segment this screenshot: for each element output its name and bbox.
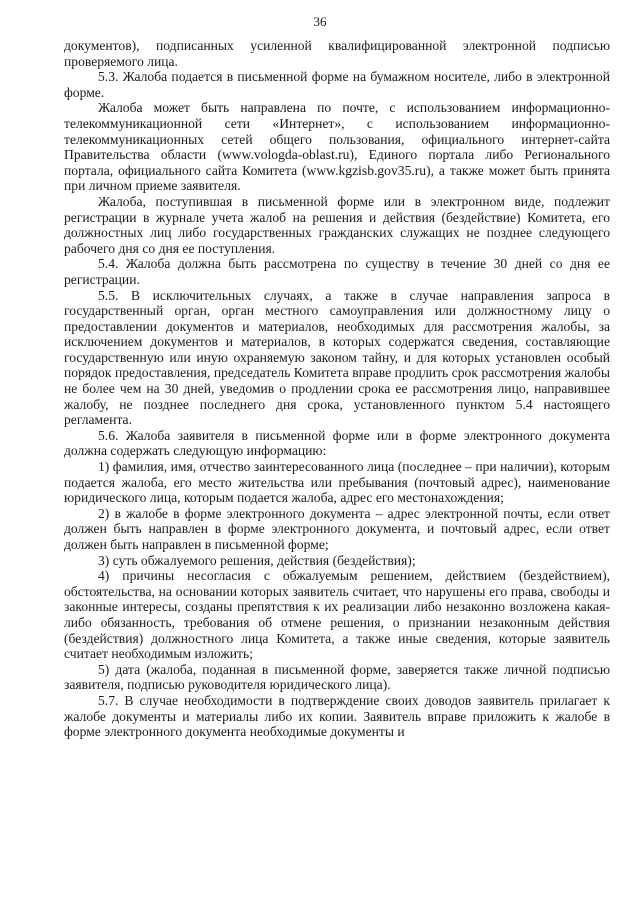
paragraph-5-3: 5.3. Жалоба подается в письменной форме на бумажном носителе, либо в электронной форме.: [64, 69, 610, 100]
list-item-1: 1) фамилия, имя, отчество заинтересованного лица (последнее – при наличии), которым подается жалоба, его место жительства или пребывания (почтовый адрес), наименование юридического лица, которым подается жалоба, адрес его местонахождения;: [64, 459, 610, 506]
list-item-3: 3) суть обжалуемого решения, действия (бездействия);: [98, 552, 416, 568]
paragraph-5-7: 5.7. В случае необходимости в подтверждение своих доводов заявитель прилагает к жалобе документы и материалы либо их копии. Заявитель вправе приложить к жалобе в форме электронного документа необходимые документы и: [64, 692, 610, 740]
paragraph-continuation: документов), подписанных усиленной квалифицированной электронной подписью проверяемого лица.: [64, 38, 610, 69]
paragraph-5-6: 5.6. Жалоба заявителя в письменной форме или в форме электронного документа должна содержать следующую информацию:: [64, 427, 610, 459]
list-item-5: 5) дата (жалоба, поданная в письменной форме, заверяется также личной подписью заявителя, подписью руководителя юридического лица).: [64, 661, 610, 693]
list-item-4: 4) причины несогласия с обжалуемым решением, действием (бездействием), обстоятельства, на основании которых заявитель считает, что нарушены его права, свободы и законные интересы, созданы препятствия к их реализации либо незаконно возложена какая-либо обязанность, требования об отмене решения, о признании незаконным действия (бездействия) должностного лица Комитета, а также иные сведения, которые заявитель считает необходимым изложить;: [64, 568, 610, 662]
list-item-2: 2) в жалобе в форме электронного документа – адрес электронной почты, если ответ должен быть направлен в форме электронного документа, и почтовый адрес, если ответ должен быть направлен в письменной форме;: [64, 505, 610, 552]
page-number: 36: [313, 14, 327, 29]
document-body: [64, 38, 610, 740]
paragraph-registration: Жалоба, поступившая в письменной форме или в электронном виде, подлежит регистрации в журнале учета жалоб на решения и действия (бездействие) Комитета, его должностных лиц либо государственных гражданских служащих не позднее следующего рабочего дня со дня ее поступления.: [64, 193, 610, 256]
paragraph-5-5: 5.5. В исключительных случаях, а также в случае направления запроса в государственный орган, орган местного самоуправления или должностному лицу о предоставлении документов и материалов, необходимых для рассмотрения жалобы, за исключением документов и материалов, в которых содержатся сведения, составляющие государственную или иную охраняемую законом тайну, и для которых установлен особый порядок предоставления, председатель Комитета вправе продлить срок рассмотрения жалобы не более чем на 30 дней, уведомив о продлении срока ее рассмотрения лицо, направившее жалобу, не позднее последнего дня срока, установленного пунктом 5.4 настоящего регламента.: [64, 287, 610, 428]
paragraph-5-4: 5.4. Жалоба должна быть рассмотрена по существу в течение 30 дней со дня ее регистрации.: [64, 256, 610, 287]
paragraph-submission-channels: Жалоба может быть направлена по почте, с использованием информационно-телекоммуникационной сети «Интернет», с использованием информационно-телекоммуникационных сетей общего пользования, официального интернет-сайта Правительства области (www.vologda-oblast.ru), Единого портала либо Регионального портала, официального сайта Комитета (www.kgzisb.gov35.ru), а также может быть принята при личном приеме заявителя.: [64, 100, 610, 194]
